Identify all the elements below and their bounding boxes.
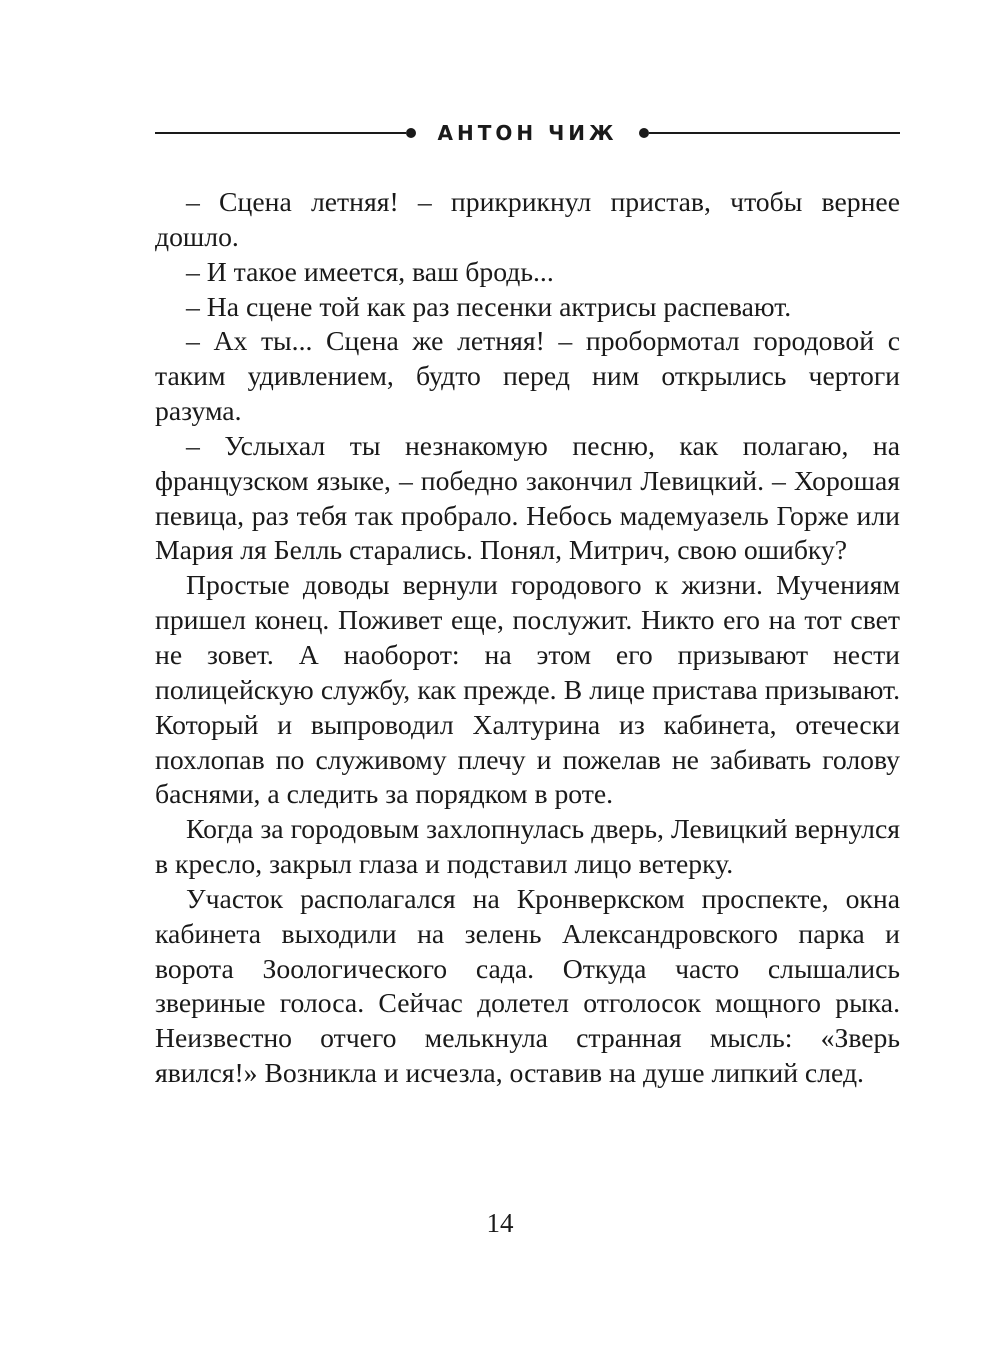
paragraph: Участок располагался на Кронверкском проспекте, окна кабинета выходили на зелень Александровского парка и ворота Зоологического сада. Откуда часто слышались звериные голоса. Сейчас долетел отголосок мощного рыка. Неизвестно отчего мелькнула странная мысль: «Зверь явился!» Возникла и исчезла, оставив на душе липкий след. <box>155 882 900 1089</box>
header-rule-left <box>155 132 406 134</box>
header-author-name: АНТОН ЧИЖ <box>437 121 618 145</box>
page-body <box>155 185 900 1091</box>
paragraph: – На сцене той как раз песенки актрисы распевают. <box>186 290 792 322</box>
running-header <box>155 118 900 148</box>
header-dot-left-icon <box>406 128 416 138</box>
header-dot-right-icon <box>639 128 649 138</box>
header-rule-right <box>649 132 900 134</box>
paragraph: – Ах ты... Сцена же летняя! – пробормотал городовой с таким удивлением, будто перед ним открылись чертоги разума. <box>155 325 900 427</box>
paragraph: – Услыхал ты незнакомую песню, как полагаю, на французском языке, – победно закончил Левицкий. – Хорошая певица, раз тебя так пробрало. Небось мадемуазель Горже или Мария ля Белль старались. Понял, Митрич, свою ошибку? <box>155 429 900 566</box>
paragraph: – Сцена летняя! – прикрикнул пристав, чтобы вернее дошло. <box>155 186 900 252</box>
paragraph: – И такое имеется, ваш бродь... <box>186 255 554 287</box>
paragraph: Когда за городовым захлопнулась дверь, Левицкий вернулся в кресло, закрыл глаза и подставил лицо ветерку. <box>155 813 900 880</box>
page-number: 14 <box>486 1208 514 1238</box>
paragraph: Простые доводы вернули городового к жизни. Мучениям пришел конец. Поживет еще, послужит. Никто его на тот свет не зовет. А наоборот: на этом его призывают нести полицейскую службу, как прежде. В лице пристава призывают. Который и выпроводил Халтурина из кабинета, отечески похлопав по служивому плечу и пожелав не забивать голову баснями, а следить за порядком в роте. <box>155 569 900 810</box>
